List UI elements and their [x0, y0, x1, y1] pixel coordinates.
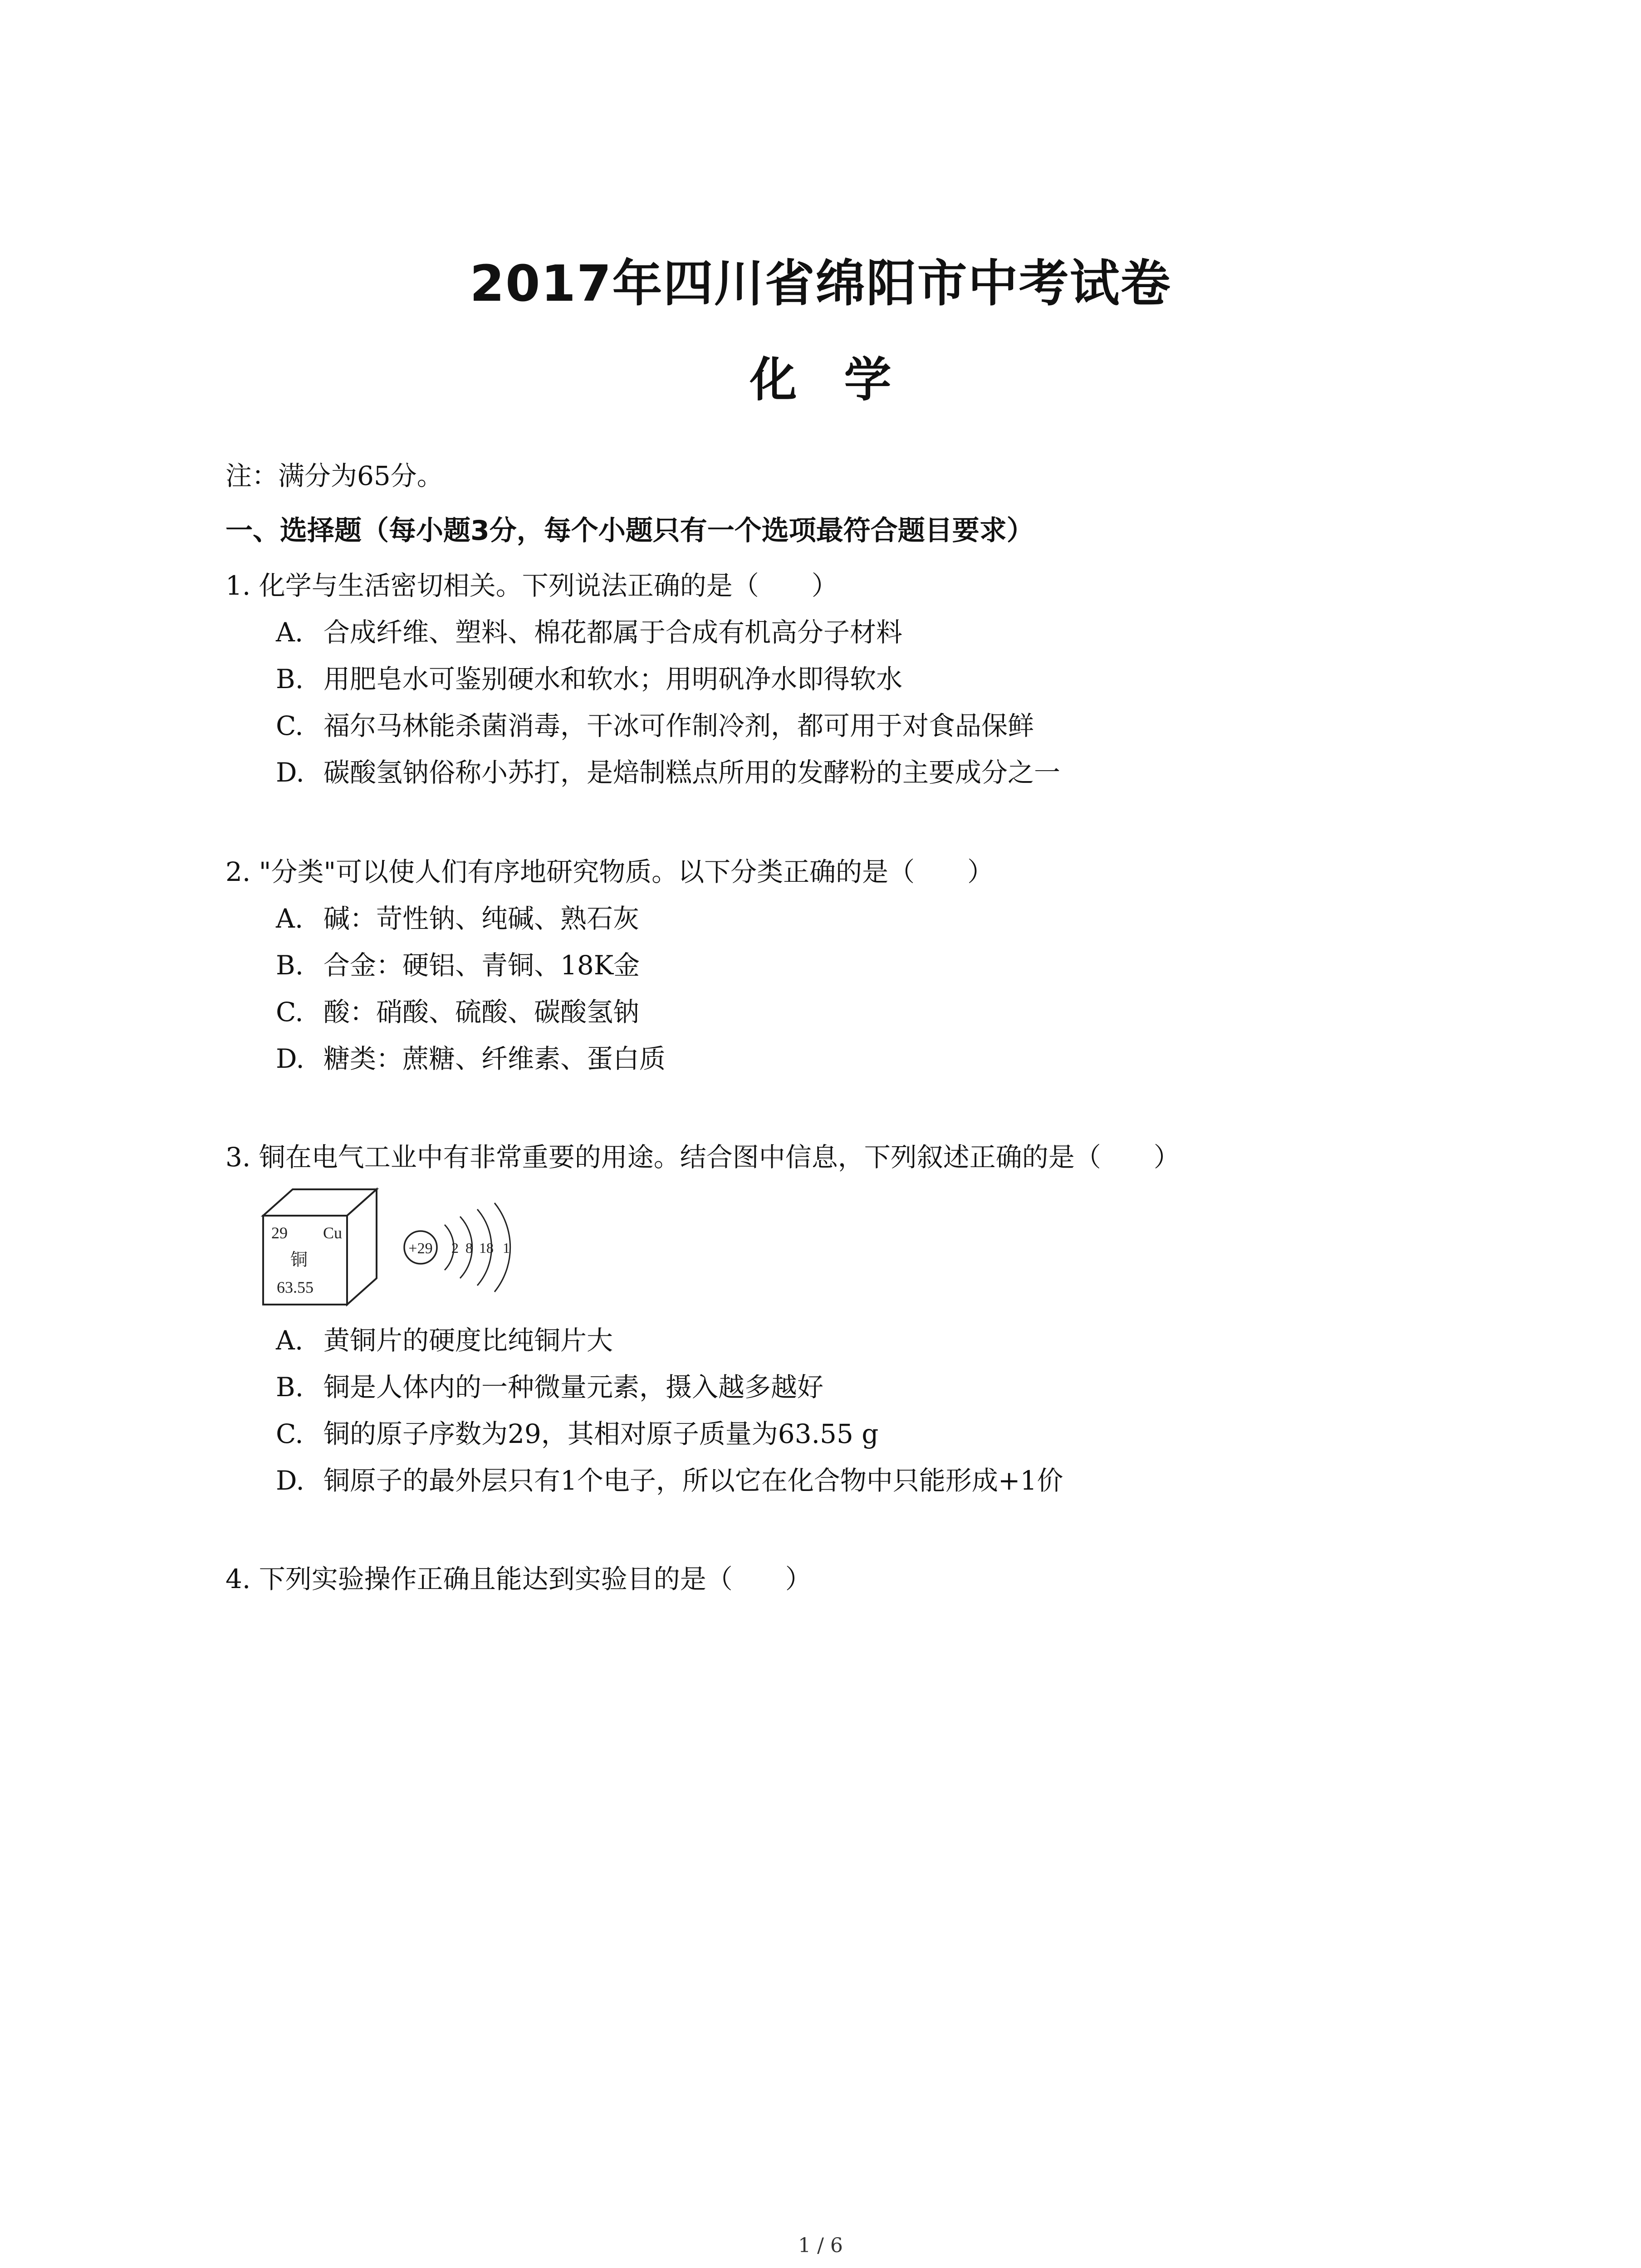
option-text: 福尔马林能杀菌消毒，干冰可作制冷剂，都可用于对食品保鲜 [323, 710, 1034, 741]
option-text: 铜的原子序数为29，其相对原子质量为63.55 g [323, 1418, 879, 1449]
question-2-option-c [276, 999, 639, 1025]
option-text: 铜是人体内的一种微量元素，摄入越多越好 [323, 1372, 824, 1403]
option-letter: C. [276, 710, 304, 741]
option-text: 合金：硬铝、青铜、18K金 [323, 950, 640, 981]
shell-electron-count: 2 [451, 1240, 459, 1256]
question-2-option-d [276, 1043, 666, 1074]
option-letter: A. [276, 1325, 304, 1356]
option-text: 黄铜片的硬度比纯铜片大 [323, 1325, 613, 1356]
option-letter: A. [276, 903, 304, 934]
question-2-option-b [276, 950, 640, 981]
option-letter: B. [276, 664, 304, 694]
atomic-mass: 63.55 [277, 1278, 314, 1296]
subject-title: 化 学 [749, 352, 892, 407]
option-letter: A. [276, 617, 304, 648]
option-letter: D. [276, 757, 304, 788]
question-1-option-d [276, 759, 1060, 786]
atomic-structure-diagram [404, 1203, 510, 1292]
copper-element-diagram [254, 1179, 563, 1311]
atomic-number: 29 [271, 1224, 288, 1242]
question-3-option-b [276, 1372, 824, 1403]
score-note: 注：满分为65分。 [225, 460, 443, 491]
shell-electron-count: 1 [503, 1240, 510, 1256]
option-letter: D. [276, 1043, 304, 1074]
question-2-stem: 2. "分类"可以使人们有序地研究物质。以下分类正确的是（ ） [225, 856, 994, 887]
option-letter: B. [276, 950, 304, 981]
option-text: 糖类：蔗糖、纤维素、蛋白质 [323, 1043, 666, 1074]
question-3-stem: 3. 铜在电气工业中有非常重要的用途。结合图中信息，下列叙述正确的是（ ） [225, 1142, 1180, 1173]
option-letter: C. [276, 997, 304, 1027]
option-text: 合成纤维、塑料、棉花都属于合成有机高分子材料 [323, 617, 903, 648]
question-3-option-a [276, 1327, 613, 1354]
section-heading: 一、选择题（每小题3分，每个小题只有一个选项最符合题目要求） [225, 515, 1034, 547]
question-2-option-a [276, 905, 639, 932]
question-1-option-a [276, 617, 903, 648]
option-letter: B. [276, 1372, 304, 1403]
element-symbol: Cu [323, 1224, 343, 1242]
shell-electron-count: 8 [465, 1240, 473, 1256]
nucleus-charge: +29 [408, 1240, 433, 1257]
option-letter: C. [276, 1418, 304, 1449]
copper-element-figure [254, 1179, 563, 1313]
question-3-option-d [276, 1467, 1063, 1494]
question-1-stem: 1. 化学与生活密切相关。下列说法正确的是（ ） [225, 570, 838, 601]
option-text: 碱：苛性钠、纯碱、熟石灰 [323, 903, 640, 934]
option-text: 碳酸氢钠俗称小苏打，是焙制糕点所用的发酵粉的主要成分之一 [323, 757, 1061, 788]
element-name: 铜 [290, 1250, 308, 1270]
question-1-option-c [276, 710, 1034, 741]
shell-electron-count: 18 [479, 1240, 494, 1256]
page-number: 1 / 6 [798, 2234, 843, 2257]
option-text: 用肥皂水可鉴别硬水和软水；用明矾净水即得软水 [323, 664, 903, 694]
question-1-option-b [276, 666, 902, 692]
option-letter: D. [276, 1465, 304, 1496]
option-text: 酸：硝酸、硫酸、碳酸氢钠 [323, 997, 640, 1027]
question-3-option-c [276, 1418, 879, 1449]
question-4-stem: 4. 下列实验操作正确且能达到实验目的是（ ） [225, 1564, 812, 1594]
page-title: 2017年四川省绵阳市中考试卷 [470, 254, 1171, 313]
option-text: 铜原子的最外层只有1个电子，所以它在化合物中只能形成+1价 [323, 1465, 1063, 1496]
